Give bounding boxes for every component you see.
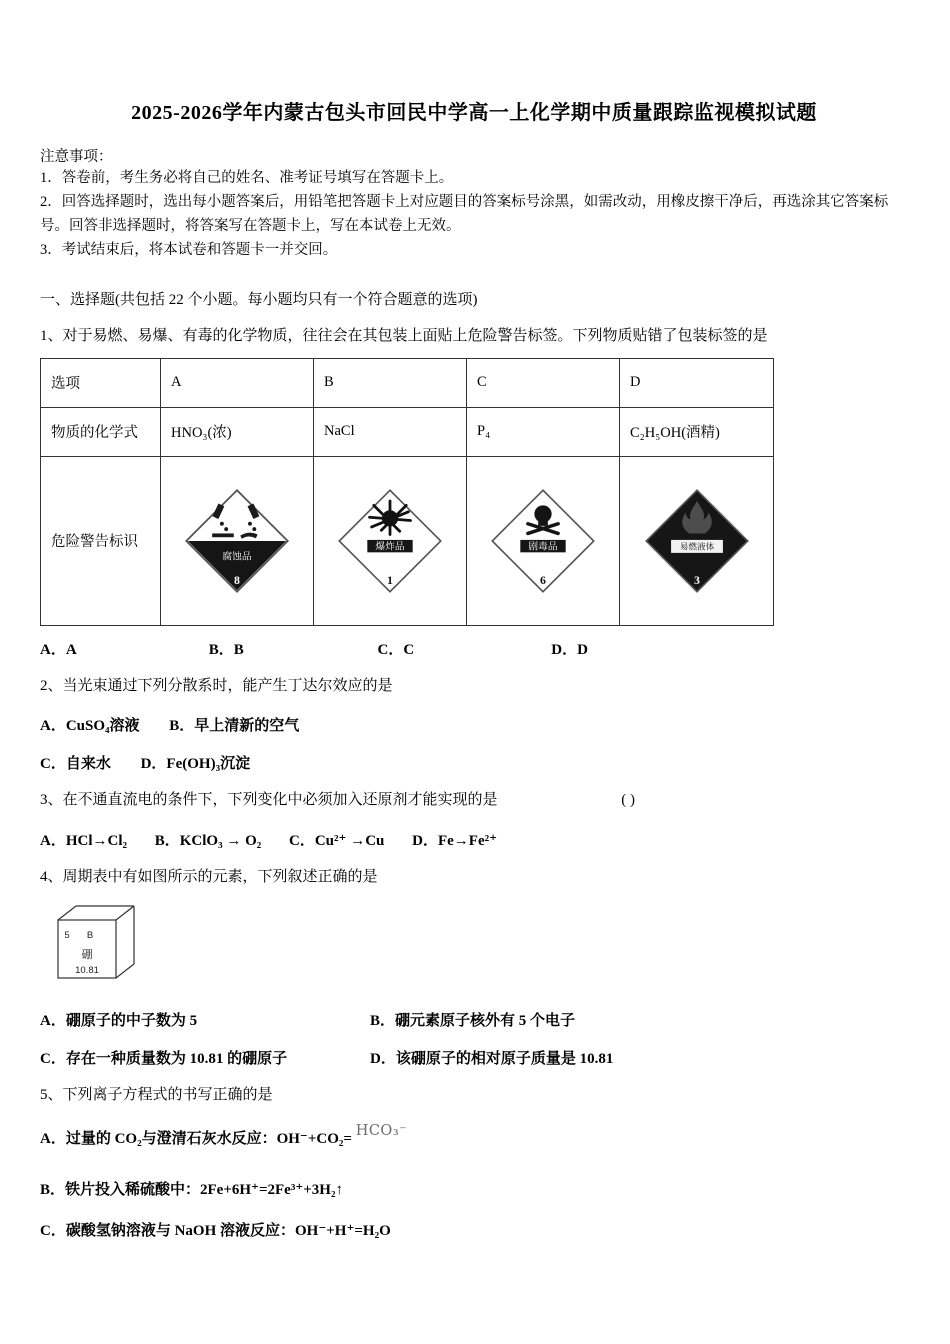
q4-options-line-2 [40,1047,908,1068]
element-mass: 10.81 [75,965,99,977]
q3-answer-paren: ( ) [621,792,636,809]
hazard-cell-a [161,456,314,625]
q2-option-b: B．早上清新的空气 [169,718,300,735]
element-cell-figure [52,902,908,992]
header-cell-option: 选项 [41,358,161,407]
q3-option-c: C．Cu²⁺ →Cu [289,832,385,849]
q4-option-b: B．硼元素原子核外有 5 个电子 [370,1013,576,1030]
hazard-name-d: 易燃液体 [679,541,714,552]
q5-option-a-text: A．过量的 CO₂与澄清石灰水反应：OH⁻+CO₂= [40,1130,352,1147]
header-cell-c: C [467,358,620,407]
formula-cell-c: P₄ [467,407,620,456]
note-item-3: 3．考试结束后，将本试卷和答题卡一并交回。 [40,242,338,259]
hazard-class-a: 8 [234,572,240,587]
page-title: 2025-2026学年内蒙古包头市回民中学高一上化学期中质量跟踪监视模拟试题 [131,102,817,124]
table-hazard-row [41,456,774,625]
hazard-cell-b [314,456,467,625]
q3-option-b: B．KClO₃ → O₂ [154,832,262,849]
formula-cell-a: HNO₃(浓) [161,407,314,456]
q1-answer-options [40,638,908,659]
q4-options-line-1 [40,1009,908,1030]
boron-element-cell-diagram [52,902,147,987]
q4-option-a: A．硼原子的中子数为 5 [40,1013,198,1030]
flammable-liquid-hazard-icon [643,487,751,595]
formula-cell-d: C₂H₅OH(酒精) [620,407,774,456]
hazard-class-d: 3 [693,572,700,587]
q2-options-line-1 [40,714,908,735]
q3-option-a: A．HCl→Cl₂ [40,832,127,849]
hazard-cell-d [620,456,774,625]
header-cell-a: A [161,358,314,407]
q1-option-b: B．B [208,641,244,658]
note-item-1: 1．答卷前，考生务必将自己的姓名、准考证号填写在答题卡上。 [40,170,454,186]
explosive-hazard-icon [336,487,444,595]
q3-stem-text: 3、在不通直流电的条件下，下列变化中必须加入还原剂才能实现的是 [40,792,498,809]
formula-cell-b: NaCl [314,407,467,456]
hazard-class-c: 6 [540,572,546,587]
header-cell-b: B [314,358,467,407]
hazard-name-c: 剧毒品 [528,541,558,553]
q3-options-line [40,829,908,850]
notes-heading: 注意事项： [40,149,113,165]
table-formula-row [41,407,774,456]
q4-option-c: C．存在一种质量数为 10.81 的硼原子 [40,1051,288,1068]
q2-options-line-2 [40,752,908,773]
toxic-hazard-icon [489,487,597,595]
q1-option-d: D．D [551,641,588,658]
q5-option-a-formula: HCO₃⁻ [355,1122,408,1139]
note-item-2: 2．回答选择题时，选出每小题答案后，用铅笔把答题卡上对应题目的答案标号涂黑，如需改动，用橡皮擦干净后，再选涂其它答案标号。回答非选择题时，将答案写在答题卡上，写在本试卷上无效。 [40,194,889,235]
question-3-stem [40,789,908,812]
q1-hazard-table [40,358,774,626]
hazard-name-a: 腐蚀品 [222,551,252,563]
q4-option-d: D．该硼原子的相对原子质量是 10.81 [370,1051,614,1068]
element-symbol: B [86,930,94,942]
hazard-name-b: 爆炸品 [375,541,405,553]
hazard-class-b: 1 [387,572,393,587]
question-1-stem: 1、对于易燃、易爆、有毒的化学物质，往往会在其包装上面贴上危险警告标签。下列物质贴错了包装标签的是 [40,328,768,345]
question-5-stem: 5、下列离子方程式的书写正确的是 [40,1087,273,1104]
q1-option-a: A．A [40,641,77,658]
header-cell-d: D [620,358,774,407]
corrosive-hazard-icon [183,487,291,595]
question-4-stem: 4、周期表中有如图所示的元素，下列叙述正确的是 [40,868,378,885]
q5-option-c: C．碳酸氢钠溶液与 NaOH 溶液反应：OH⁻+H⁺=H₂O [40,1222,391,1239]
q5-option-a [40,1122,908,1148]
q3-option-d: D．Fe→Fe²⁺ [412,832,498,849]
table-header-row [41,358,774,407]
q5-option-b: B．铁片投入稀硫酸中：2Fe+6H⁺=2Fe³⁺+3H₂↑ [40,1181,343,1198]
element-name: 硼 [81,949,93,962]
hazard-cell-c [467,456,620,625]
hazard-row-label: 危险警告标识 [41,456,161,625]
q1-option-c: C．C [377,641,415,658]
q2-option-c: C．自来水 [40,756,111,773]
section-heading: 一、选择题(共包括 22 个小题。每小题均只有一个符合题意的选项) [40,292,478,309]
formula-row-label: 物质的化学式 [41,407,161,456]
q2-option-a: A．CuSO₄溶液 [40,718,140,735]
element-atomic-number: 5 [64,930,70,942]
q2-option-d: D．Fe(OH)₃沉淀 [140,756,251,773]
question-2-stem: 2、当光束通过下列分散系时，能产生丁达尔效应的是 [40,677,393,694]
